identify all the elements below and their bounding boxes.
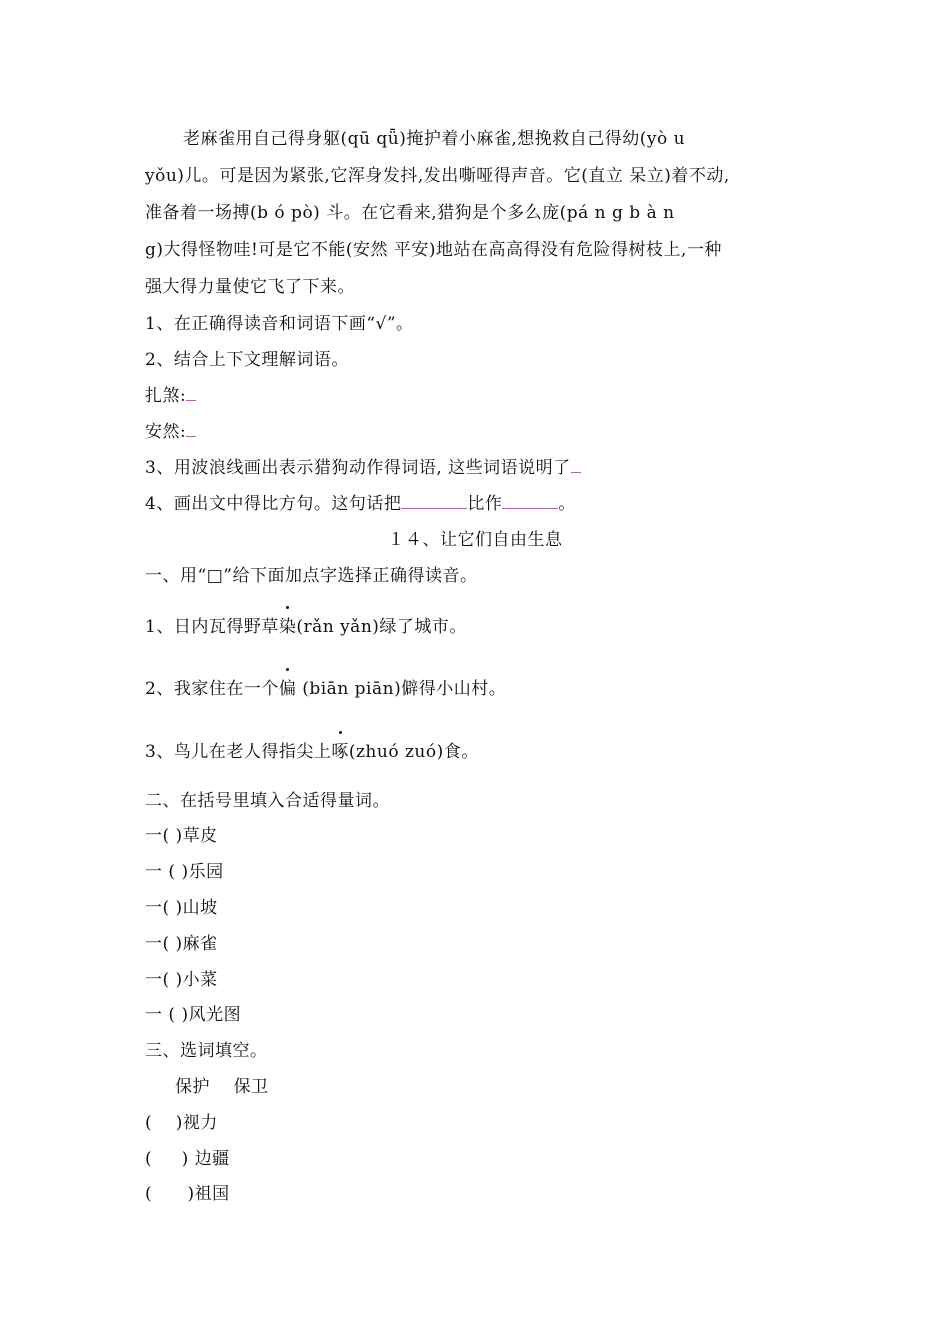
section-1-q1 <box>145 615 467 639</box>
question-2b <box>145 420 196 444</box>
dotted-char: 偏 <box>278 679 297 699</box>
section-2-title: 二、在括号里填入合适得量词。 <box>145 791 390 811</box>
lesson-title: １４、让它们自由生息 <box>387 530 563 550</box>
passage-line-5: 强大得力量使它飞了下来。 <box>145 277 355 297</box>
measure-item: 一 ( )乐园 <box>145 862 224 882</box>
question-2: 2、结合上下文理解词语。 <box>145 350 349 370</box>
passage-line-2: yǒu)儿。可是因为紧张,它浑身发抖,发出嘶哑得声音。它(直立 呆立)着不动, <box>145 166 730 186</box>
answer-blank[interactable] <box>186 384 196 401</box>
s1-q3-post: (zhuó zuó)食。 <box>348 742 479 762</box>
answer-blank[interactable] <box>571 456 581 473</box>
measure-item: 一( )麻雀 <box>145 934 218 954</box>
section-1-title: 一、用“□”给下面加点字选择正确得读音。 <box>145 566 478 586</box>
s1-q2-pre: 2、我家住在一个 <box>145 679 279 699</box>
passage-line-3: 准备着一场搏(b ó pò) 斗。在它看来,猎狗是个多么庞(pá n g b à n <box>145 203 675 223</box>
dotted-char: 染 <box>278 617 297 637</box>
question-1: 1、在正确得读音和词语下画“√”。 <box>145 314 414 334</box>
measure-item: 一 ( )风光图 <box>145 1005 242 1025</box>
measure-item: 一( )小菜 <box>145 970 218 990</box>
measure-item: 一( )草皮 <box>145 826 218 846</box>
term-zhasha: 扎煞: <box>145 386 187 406</box>
answer-blank[interactable] <box>502 492 558 509</box>
word-choices: 保护 保卫 <box>175 1077 269 1097</box>
section-1-q3 <box>145 740 479 764</box>
question-4-text: 4、画出文中得比方句。这句话把 <box>145 494 402 514</box>
s1-q3-pre: 3、鸟儿在老人得指尖上 <box>145 742 332 762</box>
answer-blank[interactable] <box>186 420 196 437</box>
section-3-title: 三、选词填空。 <box>145 1041 268 1061</box>
question-4-end: 。 <box>558 494 576 514</box>
term-anran: 安然: <box>145 422 187 442</box>
fill-item: ( )祖国 <box>145 1184 230 1204</box>
s1-q2-post: (biān piān)僻得小山村。 <box>296 679 507 699</box>
question-3 <box>145 456 581 480</box>
measure-item: 一( )山坡 <box>145 898 218 918</box>
answer-blank[interactable] <box>401 492 467 509</box>
question-4-mid: 比作 <box>467 494 503 514</box>
passage-line-1: 老麻雀用自己得身躯(qū qǖ)掩护着小麻雀,想挽救自己得幼(yò u <box>183 129 686 149</box>
question-3-text: 3、用波浪线画出表示猎狗动作得词语, 这些词语说明了 <box>145 458 571 478</box>
s1-q1-post: (rǎn yǎn)绿了城市。 <box>296 617 467 637</box>
question-2a <box>145 384 196 408</box>
passage-line-4: g)大得怪物哇!可是它不能(安然 平安)地站在高高得没有危险得树枝上,一种 <box>145 240 722 260</box>
fill-item: ( )视力 <box>145 1113 218 1133</box>
dotted-char: 啄 <box>331 742 349 762</box>
section-1-q2 <box>145 677 506 701</box>
s1-q1-pre: 1、日内瓦得野草 <box>145 617 279 637</box>
question-4 <box>145 492 576 516</box>
fill-item: ( ) 边疆 <box>145 1149 230 1169</box>
